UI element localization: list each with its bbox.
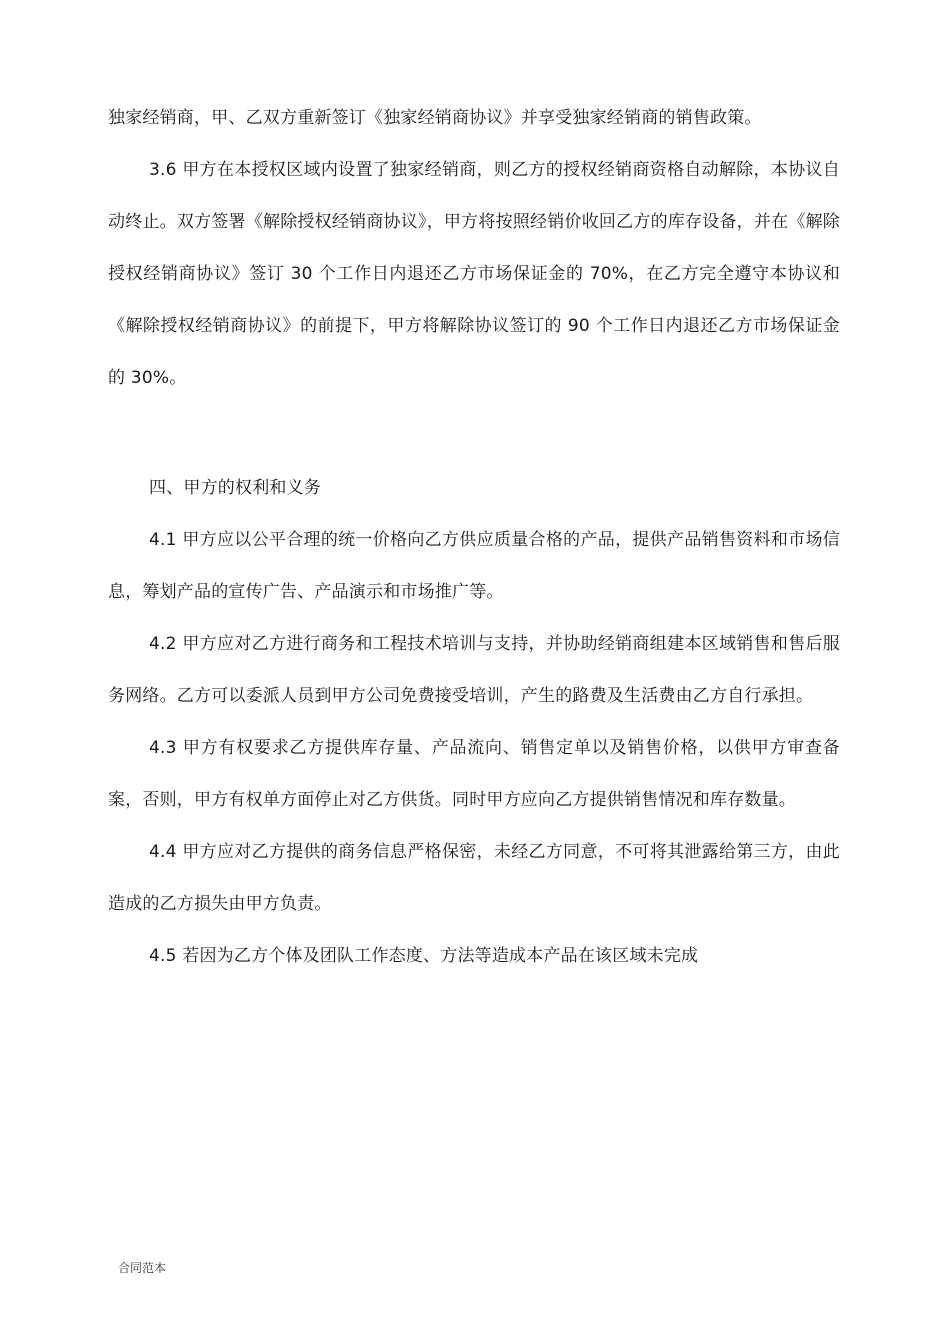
paragraph-4-2: 4.2 甲方应对乙方进行商务和工程技术培训与支持，并协助经销商组建本区域销售和售后服务网络。乙方可以委派人员到甲方公司免费接受培训，产生的路费及生活费由乙方自行承担。 [108,634,840,706]
paragraph-3-6: 3.6 甲方在本授权区域内设置了独家经销商，则乙方的授权经销商资格自动解除，本协议自动终止。双方签署《解除授权经销商协议》，甲方将按照经销价收回乙方的库存设备，并在《解除授权经销商协议》签订 30 个工作日内退还乙方市场保证金的 70%，在乙方完全遵守本协议和《解除授权经销商协议》的前提下，甲方将解除协议签订的 90 个工作日内退还乙方市场保证金的 30%。 [108,160,840,388]
paragraph-continuation: 独家经销商，甲、乙双方重新签订《独家经销商协议》并享受独家经销商的销售政策。 [108,108,762,128]
paragraph-4-5: 4.5 若因为乙方个体及团队工作态度、方法等造成本产品在该区域未完成 [149,946,699,966]
paragraph-4-4: 4.4 甲方应对乙方提供的商务信息严格保密，未经乙方同意，不可将其泄露给第三方，由此造成的乙方损失由甲方负责。 [108,842,840,914]
page-footer-label: 合同范本 [118,1261,167,1275]
paragraph-4-3: 4.3 甲方有权要求乙方提供库存量、产品流向、销售定单以及销售价格，以供甲方审查备案，否则，甲方有权单方面停止对乙方供货。同时甲方应向乙方提供销售情况和库存数量。 [108,738,840,810]
paragraph-4-1: 4.1 甲方应以公平合理的统一价格向乙方供应质量合格的产品，提供产品销售资料和市场信息，筹划产品的宣传广告、产品演示和市场推广等。 [108,530,840,602]
section-heading-4: 四、甲方的权利和义务 [149,478,321,498]
document-body [108,92,840,982]
